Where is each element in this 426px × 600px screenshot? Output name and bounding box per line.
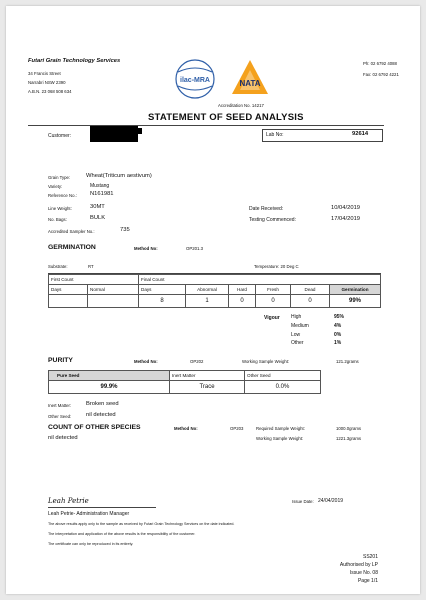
- other-species-working-value: 1221.3grams: [336, 436, 362, 441]
- table-header-cell: Days: [49, 285, 88, 295]
- table-cell: 0: [256, 295, 291, 308]
- other-seed-value: 0.0%: [245, 381, 321, 394]
- vigour-level: Medium: [291, 323, 309, 329]
- germination-result-cell: 99%: [330, 295, 381, 308]
- vigour-level: Low: [291, 332, 301, 338]
- authorised-by: Authorised by LP: [339, 562, 378, 568]
- accreditation-number: Accreditation No. 14217: [218, 103, 264, 108]
- grain-type-label: Grain Type:: [48, 175, 71, 180]
- issue-date-value: 24/04/2019: [318, 498, 344, 504]
- purity-working-weight-label: Working Sample Weight:: [242, 359, 290, 364]
- purity-method-value: OP202: [190, 359, 204, 364]
- page-number: Page 1/1: [357, 578, 378, 584]
- vigour-value: 4%: [334, 323, 342, 329]
- lab-no-value: 92614: [352, 131, 369, 137]
- customer-label: Customer:: [48, 133, 72, 139]
- germination-table: [48, 274, 381, 308]
- inert-matter-value: Trace: [170, 381, 245, 394]
- pure-seed-value: 99.9%: [49, 381, 170, 394]
- reference-label: Reference No.:: [48, 193, 77, 198]
- company-name: Futari Grain Technology Services: [28, 58, 121, 64]
- table-header-cell: Abnormal: [186, 285, 229, 295]
- table-header-cell: Normal: [88, 285, 139, 295]
- inert-matter-header: Inert Matter: [170, 371, 245, 381]
- inert-matter-label: Inert Matter:: [48, 403, 72, 408]
- nata-logo-text: NATA: [239, 79, 261, 88]
- other-species-working-label: Working Sample Weight:: [256, 436, 304, 441]
- purity-table: [48, 370, 321, 394]
- ilac-logo-text: ilac-MRA: [180, 77, 210, 84]
- testing-commenced-value: 17/04/2019: [331, 216, 361, 222]
- pure-seed-header: Pure Seed: [49, 371, 170, 381]
- reference-value: N161981: [90, 191, 114, 197]
- germination-method-value: OP201.3: [186, 246, 203, 251]
- other-seed-label: Other Seed:: [48, 414, 72, 419]
- handwritten-signature: Leah Petrie: [48, 497, 89, 505]
- table-row: [49, 275, 381, 285]
- nata-logo: [230, 58, 270, 100]
- table-cell: [49, 295, 88, 308]
- company-address-line1: 34 Francis Street: [28, 71, 61, 76]
- table-cell: 1: [186, 295, 229, 308]
- document-title: STATEMENT OF SEED ANALYSIS: [148, 112, 304, 123]
- table-row: [49, 295, 381, 308]
- customer-redacted-scribble: [126, 128, 142, 134]
- grain-type-value: Wheat(Triticum aestivum): [86, 173, 152, 179]
- variety-label: Variety:: [48, 184, 63, 189]
- note-line: The interpretation and application of the above results is the responsibility of the customer.: [48, 532, 196, 536]
- vigour-level: Other: [291, 340, 304, 346]
- lab-no-label: Lab No:: [266, 132, 284, 138]
- issue-date-label: Issue Date:: [292, 499, 314, 504]
- company-address-line2: Narrabri NSW 2390: [28, 80, 66, 85]
- testing-commenced-label: Testing Commenced:: [249, 217, 296, 223]
- table-cell: 8: [139, 295, 186, 308]
- table-cell: 0: [291, 295, 330, 308]
- note-line: The certificate can only be reproduced in its entirety.: [48, 542, 134, 546]
- substrate-label: Substrate:: [48, 264, 68, 269]
- purity-working-weight-value: 121.2grams: [336, 359, 359, 364]
- temperature-text: Temperature: 20 Deg C: [254, 264, 299, 269]
- company-fax: Fax: 02 6792 4221: [363, 72, 399, 77]
- other-seed-header: Other Seed: [245, 371, 321, 381]
- form-code: SS201: [362, 554, 378, 560]
- table-header-cell: Hard: [229, 285, 256, 295]
- required-weight-value: 1000.0grams: [336, 426, 362, 431]
- final-count-header: Final Count: [139, 275, 381, 285]
- vigour-value: 95%: [334, 314, 345, 320]
- issue-number: Issue No. 08: [349, 570, 378, 576]
- company-phone: Ph: 02 6792 4088: [363, 61, 397, 66]
- table-cell: 0: [229, 295, 256, 308]
- line-weight-value: 30MT: [90, 204, 105, 210]
- other-species-method-label: Method No:: [174, 426, 198, 431]
- germination-header-cell: Germination: [330, 285, 381, 295]
- vigour-value: 0%: [334, 332, 342, 338]
- purity-method-label: Method No:: [134, 359, 158, 364]
- bags-value: BULK: [90, 215, 106, 221]
- certificate-page: [6, 6, 420, 594]
- table-row: [49, 381, 321, 394]
- sampler-label: Accredited Sampler No.:: [48, 229, 95, 234]
- inert-matter-description: Broken seed: [86, 401, 119, 407]
- germination-heading: GERMINATION: [48, 244, 96, 251]
- date-received-label: Date Received:: [249, 206, 284, 212]
- table-header-cell: Days: [139, 285, 186, 295]
- note-line: The above results apply only to the sample as received by Futari Grain Technology Services on the date indicated.: [48, 522, 235, 526]
- sampler-value: 735: [120, 227, 130, 233]
- signatory-name: Leah Petrie- Administration Manager: [48, 511, 130, 517]
- purity-heading: PURITY: [48, 357, 73, 364]
- table-row: [49, 285, 381, 295]
- other-species-method-value: OP203: [230, 426, 244, 431]
- line-weight-label: Line Weight:: [48, 206, 72, 211]
- date-received-value: 10/04/2019: [331, 205, 361, 211]
- ilac-mra-logo: [173, 58, 217, 100]
- variety-value: Mustang: [90, 183, 110, 189]
- other-seed-description: nil detected: [86, 412, 116, 418]
- other-species-heading: COUNT OF OTHER SPECIES: [48, 424, 141, 431]
- germination-method-label: Method No:: [134, 246, 158, 251]
- substrate-value: RT: [88, 264, 94, 269]
- required-weight-label: Required Sample Weight:: [256, 426, 305, 431]
- vigour-value: 1%: [334, 340, 342, 346]
- table-row: [49, 371, 321, 381]
- other-species-result: nil detected: [48, 435, 78, 441]
- company-abn: A.B.N. 23 068 508 634: [28, 89, 72, 94]
- vigour-label: Vigour: [264, 315, 280, 321]
- first-count-header: First Count: [49, 275, 139, 285]
- table-cell: [88, 295, 139, 308]
- table-header-cell: Dead: [291, 285, 330, 295]
- bags-label: No. Bags:: [48, 217, 67, 222]
- table-header-cell: Fresh: [256, 285, 291, 295]
- vigour-level: High: [291, 314, 302, 320]
